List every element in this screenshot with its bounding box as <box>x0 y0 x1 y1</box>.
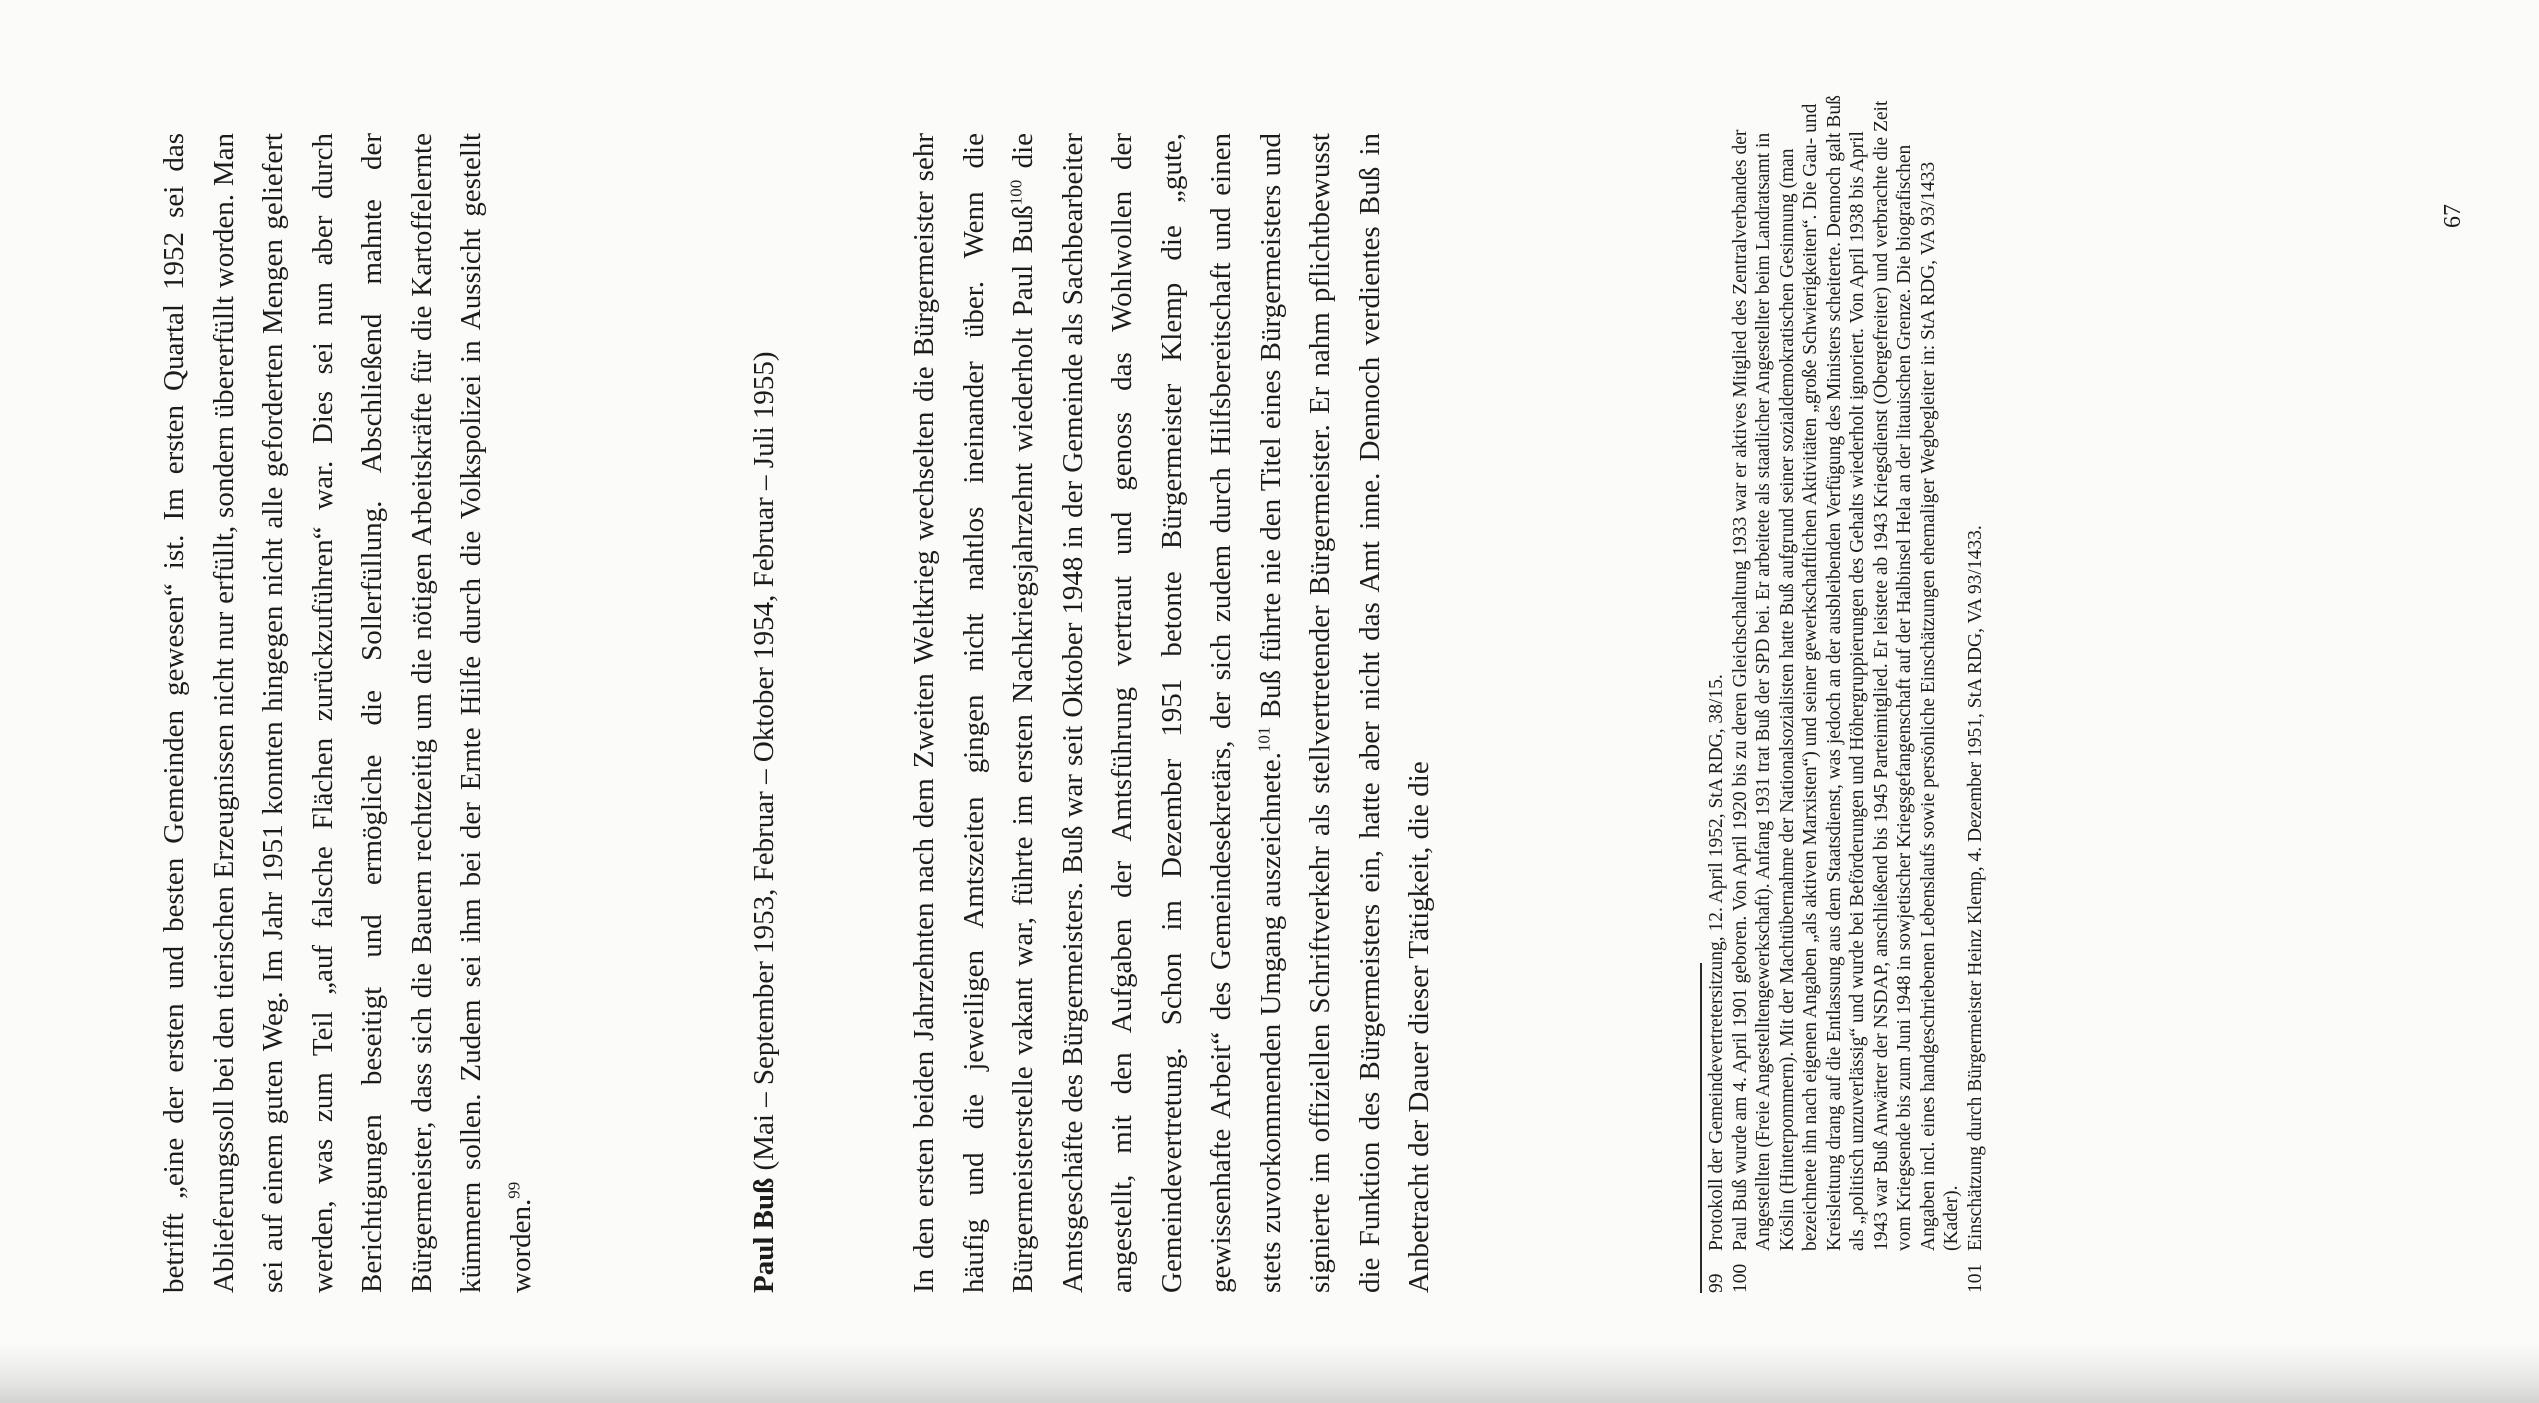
paragraph-2-part-2: die Amtsgeschäfte des Bürgermeisters. Buß war seit Oktober 1948 in der Gemeinde als Sachbearbeiter angestellt, mit den Aufgaben der Amtsführung vertraut und genoss das Wohlwollen der Gemeindevertretung. Schon im Dezember 1951 betonte Bürgermeister Klemp die „gute, gewissenhafte Arbeit“ des Gemeindesekretärs, der sich zudem durch Hilfsbereitschaft und einen stets zuvorkommenden Umgang auszeichnete. <box>1007 133 1287 1293</box>
paragraph-crop-delivery <box>150 133 546 1293</box>
footnote-ref-101[interactable]: 101 <box>1253 726 1273 753</box>
footnote-text: Einschätzung durch Bürgermeister Heinz Klemp, 4. Dezember 1951, StA RDG, VA 93/1433. <box>1964 525 1986 1251</box>
section-heading <box>740 133 790 1293</box>
footnote-99 <box>1705 93 1729 1293</box>
footnote-number: 101 <box>1964 1263 1986 1293</box>
paragraph-2-part-1: In den ersten beiden Jahrzehnten nach dem Zweiten Weltkrieg wechselten die Bürgermeister sehr häufig und die jeweiligen Amtszeiten gingen nicht nahtlos ineinander über. Wenn die Bürgermeisterstelle vakant war, führte im ersten Nachkriegsjahrzehnt wiederholt Paul Buß <box>908 133 1039 1293</box>
heading-name: Paul Buß <box>748 1177 780 1293</box>
paragraph-2-part-3: Buß führte nie den Titel eines Bürgermeisters und signierte im offiziellen Schriftverkehr als stellvertretender Bürgermeister. Er nahm pflichtbewusst die Funktion des Bürgermeisters ein, hatte aber nicht das Amt inne. Dennoch verdientes Buß in Anbetracht der Dauer dieser Tätigkeit, die die <box>1254 133 1435 1293</box>
paragraph-paul-buss <box>900 133 1445 1293</box>
heading-dates: (Mai – September 1953, Februar – Oktober 1954, Februar – Juli 1955) <box>748 351 780 1178</box>
footnote-text: Protokoll der Gemeindevertretersitzung, 12. April 1952, StA RDG, 38/15. <box>1706 674 1727 1251</box>
footnote-ref-100[interactable]: 100 <box>1006 179 1026 206</box>
footnote-number: 99 <box>1706 1273 1727 1293</box>
footnote-100 <box>1729 93 1964 1293</box>
footnote-number: 100 <box>1729 1263 1751 1293</box>
footnote-ref-99[interactable]: 99 <box>503 1181 523 1199</box>
footnote-divider <box>1700 963 1702 1293</box>
page-number: 67 <box>2440 204 2466 228</box>
paragraph-1-text: betrifft „eine der ersten und besten Gemeinden gewesen“ ist. Im ersten Quartal 1952 sei das Ablieferungssoll bei den tierischen Erzeugnissen nicht nur erfüllt, sondern übererfüllt worden. Man sei auf einem guten Weg. Im Jahr 1951 konnten hingegen nicht alle geforderten Mengen geliefert werden, was zum Teil „auf falsche Flächen zurückzuführen“ war. Dies sei nun aber durch Berichtigungen beseitigt und ermögliche die Sollerfüllung. Abschließend mahnte der Bürgermeister, dass sich die Bauern rechtzeitig um die nötigen Arbeitskräfte für die Kartoffelernte kümmern sollen. Zudem sei ihm bei der Ernte Hilfe durch die Volkspolizei in Aussicht gestellt worden. <box>158 133 537 1293</box>
footnotes-section <box>1705 93 1987 1293</box>
footnote-101 <box>1964 93 1988 1293</box>
footnote-text: Paul Buß wurde am 4. April 1901 geboren. Von April 1920 bis zu deren Gleichschaltung 1933 war er aktives Mitglied des Zentralverbandes der Angestellten (Freie Angestelltengewerkschaft). Anfang 1931 trat Buß der SPD bei. Er arbeitete als staatlicher Angestellter beim Landratsamt in Köslin (Hinterpommern). Mit der Machtübernahme der Nationalsozialisten hatte Buß aufgrund seiner sozialdemokratischen Gesinnung (man bezeichnete ihn nach eigenen Angaben „als aktiven Marxisten“) und seiner gewerkschaftlichen Aktivitäten „große Schwierigkeiten“. Die Gau- und Kreisleitung drang auf die Entlassung aus dem Staatsdienst, was jedoch an der ausbleibenden Verfügung des Ministers scheiterte. Dennoch galt Buß als „politisch unzuverlässig“ und wurde bei Beförderungen und Höhergruppierungen des Gehalts wiederholt ignoriert. Von April 1938 bis April 1943 war Buß Anwärter der NSDAP, anschließend bis 1945 Parteimitglied. Er leistete ab 1943 Kriegsdienst (Obergefreiter) und verbrachte die Zeit vom Kriegsende bis zum Juni 1948 in sowjetischer Kriegsgefangenschaft auf der Halbinsel Hela an der litauischen Grenze. Die biografischen Angaben incl. eines handgeschriebenen Lebenslaufs sowie persönliche Einschätzungen ehemaliger Wegbegleiter in: StA RDG, VA 93/1433 (Kader). <box>1729 95 1962 1251</box>
